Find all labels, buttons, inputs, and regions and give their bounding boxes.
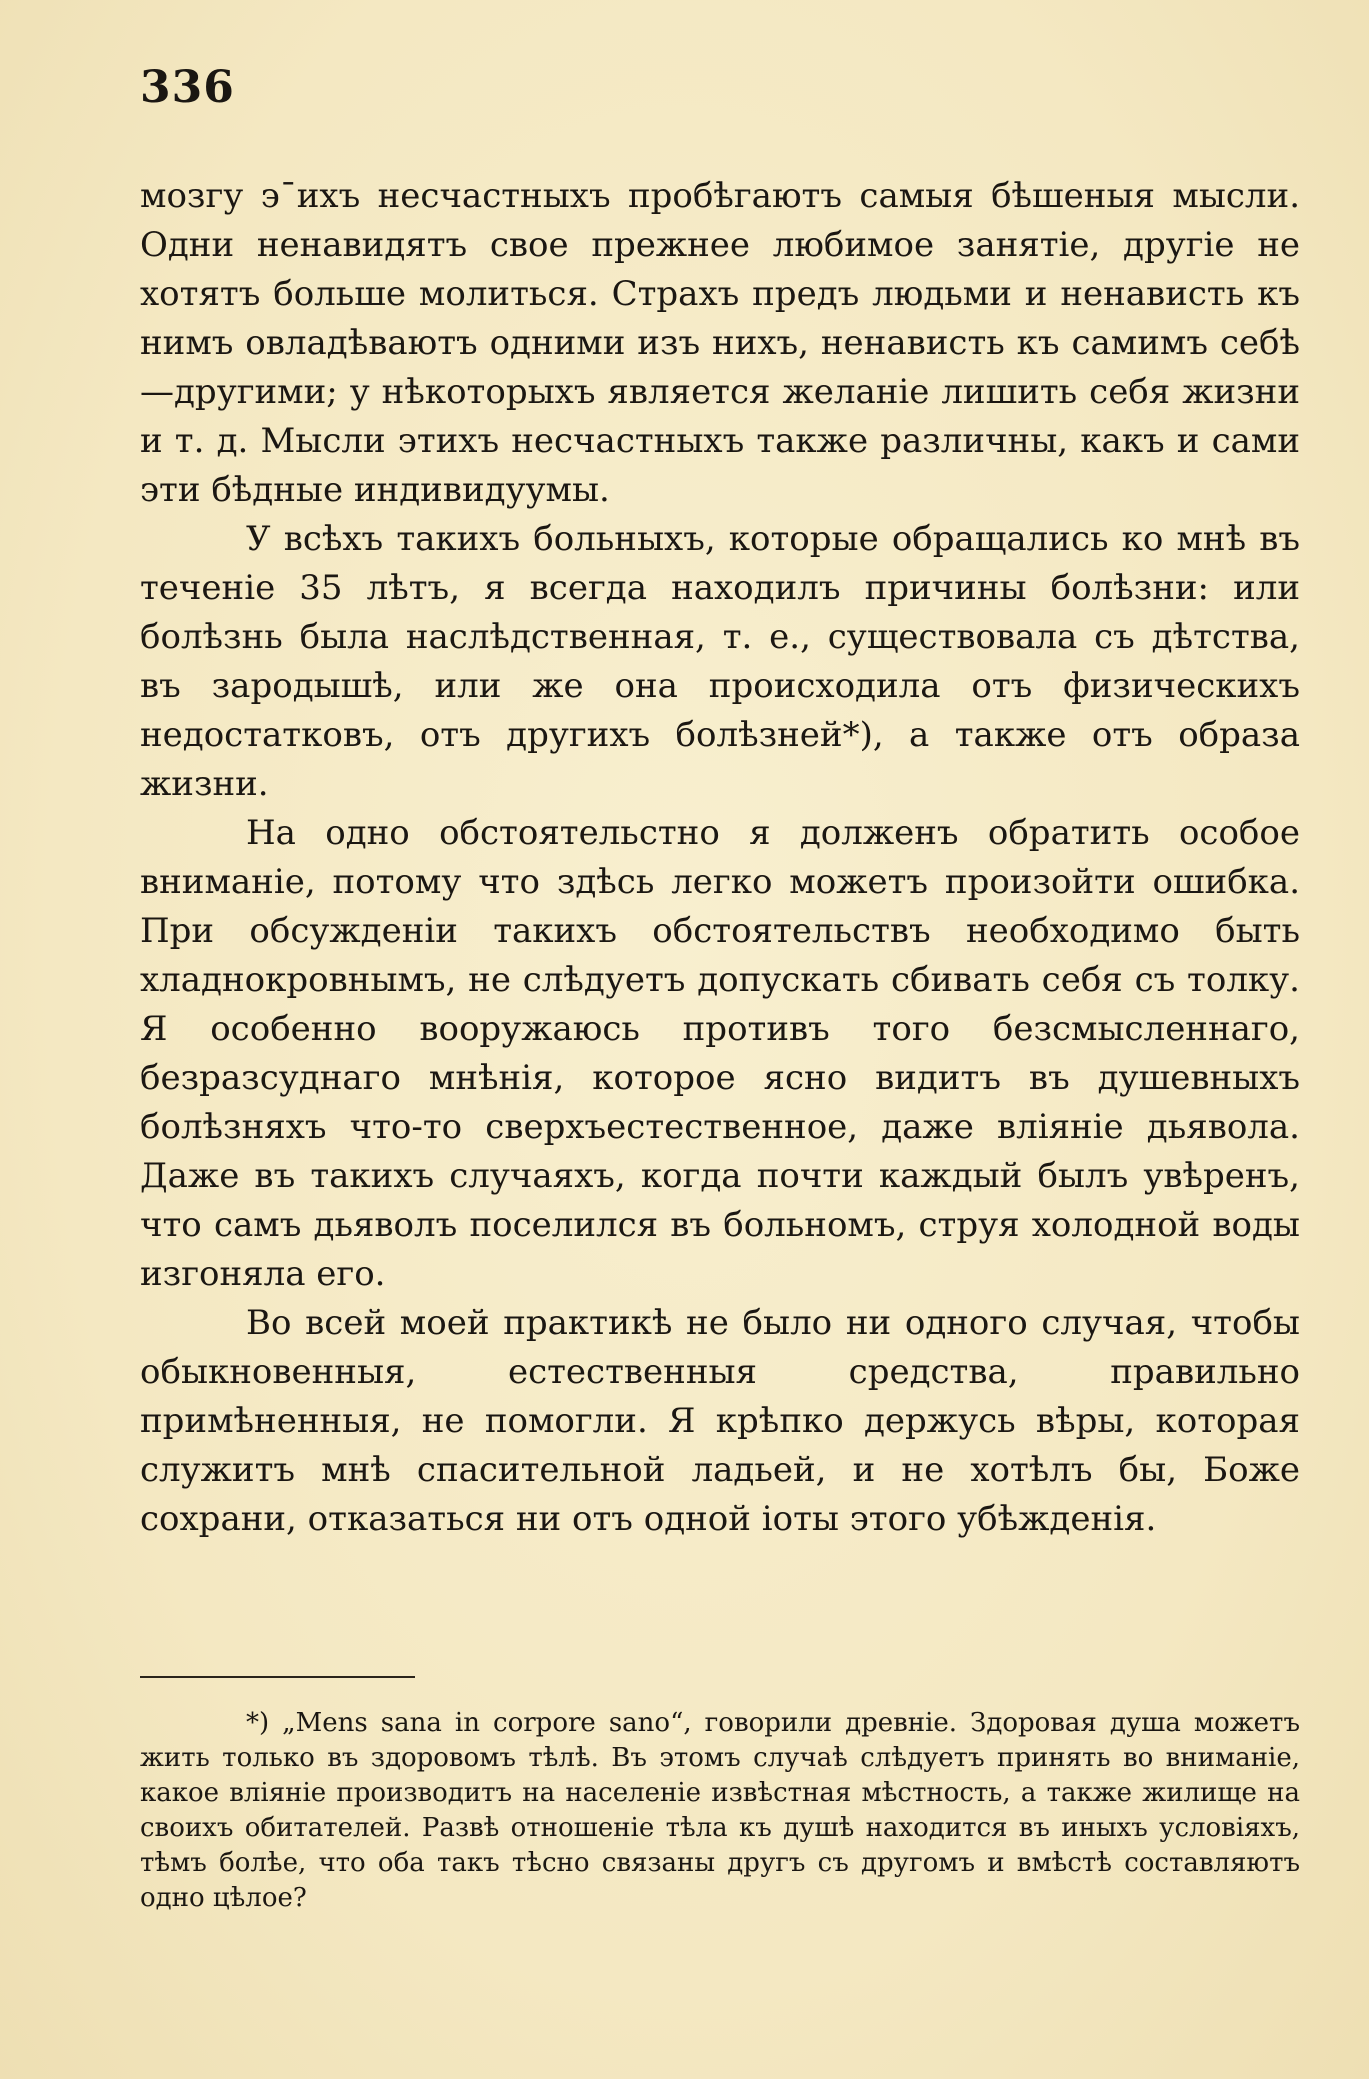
footnote: *) „Mens sana in corpore sano“, говорили древніе. Здоровая душа можетъ жить только въ здоровомъ тѣлѣ. Въ этомъ случаѣ слѣдуетъ принять во вниманіе, какое вліяніе производитъ на населеніе извѣстная мѣстность, а также жилище на своихъ обитателей. Развѣ отношеніе тѣла къ душѣ находится въ иныхъ условіяхъ, тѣмъ болѣе, что оба такъ тѣсно связаны другъ съ другомъ и вмѣстѣ составляютъ одно цѣлое? bbox=[140, 1708, 1300, 1913]
paragraph-4: Во всей моей практикѣ не было ни одного случая, чтобы обыкновенныя, естественныя средства, правильно примѣненныя, не помогли. Я крѣпко держусь вѣры, которая служитъ мнѣ спасительной ладьей, и не хотѣлъ бы, Боже сохрани, отказаться ни отъ одной іоты этого убѣжденія. bbox=[140, 1303, 1300, 1539]
page-number: 336 bbox=[140, 62, 235, 113]
paragraph-3: На одно обстоятельстно я долженъ обратить особое вниманіе, потому что здѣсь легко можетъ произойти ошибка. При обсужденіи такихъ обстоятельствъ необходимо быть хладнокровнымъ, не слѣдуетъ допускать сбивать себя съ толку. Я особенно вооружаюсь противъ того безсмысленнаго, безразсуднаго мнѣнія, которое ясно видитъ въ душевныхъ болѣзняхъ что-то сверхъестественное, даже вліяніе дьявола. Даже въ такихъ случаяхъ, когда почти каждый былъ увѣренъ, что самъ дьяволъ поселился въ больномъ, струя холодной воды изгоняла его. bbox=[140, 813, 1300, 1294]
footnote-divider bbox=[140, 1676, 415, 1678]
paragraph-1: мозгу эˉихъ несчастныхъ пробѣгаютъ самыя бѣшеныя мысли. Одни ненавидятъ свое прежнее любимое занятіе, другіе не хотятъ больше молиться. Страхъ предъ людьми и ненависть къ нимъ овладѣваютъ одними изъ нихъ, ненависть къ самимъ себѣ—другими; у нѣкоторыхъ является желаніе лишить себя жизни и т. д. Мысли этихъ несчастныхъ также различны, какъ и сами эти бѣдные индивидуумы. bbox=[140, 176, 1300, 510]
body-text bbox=[140, 172, 1300, 1544]
paragraph-2: У всѣхъ такихъ больныхъ, которые обращались ко мнѣ въ теченіе 35 лѣтъ, я всегда находилъ причины болѣзни: или болѣзнь была наслѣдственная, т. е., существовала съ дѣтства, въ зародышѣ, или же она происходила отъ физическихъ недостатковъ, отъ другихъ болѣзней*), а также отъ образа жизни. bbox=[140, 519, 1300, 804]
